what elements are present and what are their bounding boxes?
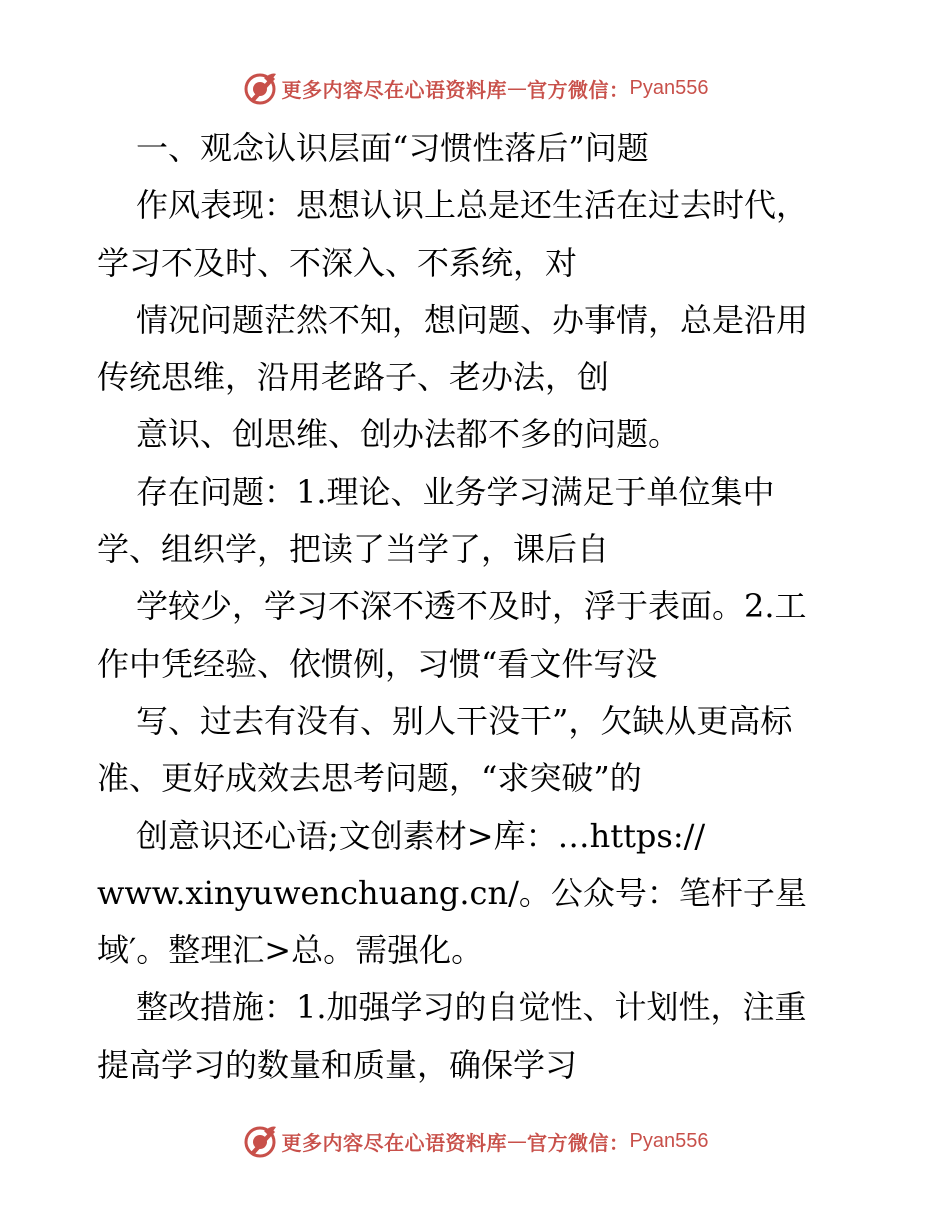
quill-logo-icon — [242, 1123, 278, 1159]
text-line: 意识、创思维、创办法都不多的问题。 — [136, 415, 681, 454]
text-line: 作中凭经验、依惯例，习惯“看文件写没 — [97, 644, 658, 683]
banner-label: 官方微信： — [527, 77, 630, 102]
banner-text: 更多内容尽在心语资料库 — [281, 77, 508, 102]
text-line: 学、组织学，把读了当学了，课后自 — [97, 530, 610, 569]
text-line: 写、过去有没有、别人干没干”，欠缺从更高标 — [136, 701, 793, 740]
text-line: 作风表现：思想认识上总是还生活在过去时代， — [136, 186, 809, 225]
banner-label: 官方微信： — [527, 1130, 630, 1155]
banner-text: 更多内容尽在心语资料库 — [281, 1130, 508, 1155]
footer-banner — [0, 1119, 950, 1163]
text-line: 准、更好成效去思考问题，“求突破”的 — [97, 759, 642, 798]
quill-logo-icon — [242, 70, 278, 106]
banner-wechat-id: Pyan556 — [629, 76, 709, 99]
document-body — [97, 120, 867, 1094]
text-line: 学习不及时、不深入、不系统，对 — [97, 243, 578, 282]
text-line: 创意识还心语;文创素材>库：…https:// — [136, 816, 706, 855]
text-line: 一、观念认识层面“习惯性落后”问题 — [136, 129, 649, 167]
text-line: 域′。整理汇>总。需强化。 — [97, 931, 484, 970]
text-line: 学较少，学习不深不透不及时，浮于表面。2.工 — [136, 587, 807, 626]
text-line: 传统思维，沿用老路子、老办法，创 — [97, 358, 610, 397]
header-banner — [0, 66, 950, 110]
banner-separator: — — [507, 1129, 528, 1153]
banner-separator: — — [507, 76, 528, 100]
text-line: 提高学习的数量和质量，确保学习 — [97, 1045, 578, 1084]
text-line: 存在问题：1.理论、业务学习满足于单位集中 — [136, 472, 775, 511]
text-line: 整改措施：1.加强学习的自觉性、计划性，注重 — [136, 988, 807, 1027]
text-line: www.xinyuwenchuang.cn/。公众号：笔杆子星 — [97, 873, 807, 912]
text-line: 情况问题茫然不知，想问题、办事情，总是沿用 — [136, 300, 809, 339]
banner-wechat-id: Pyan556 — [629, 1129, 709, 1152]
